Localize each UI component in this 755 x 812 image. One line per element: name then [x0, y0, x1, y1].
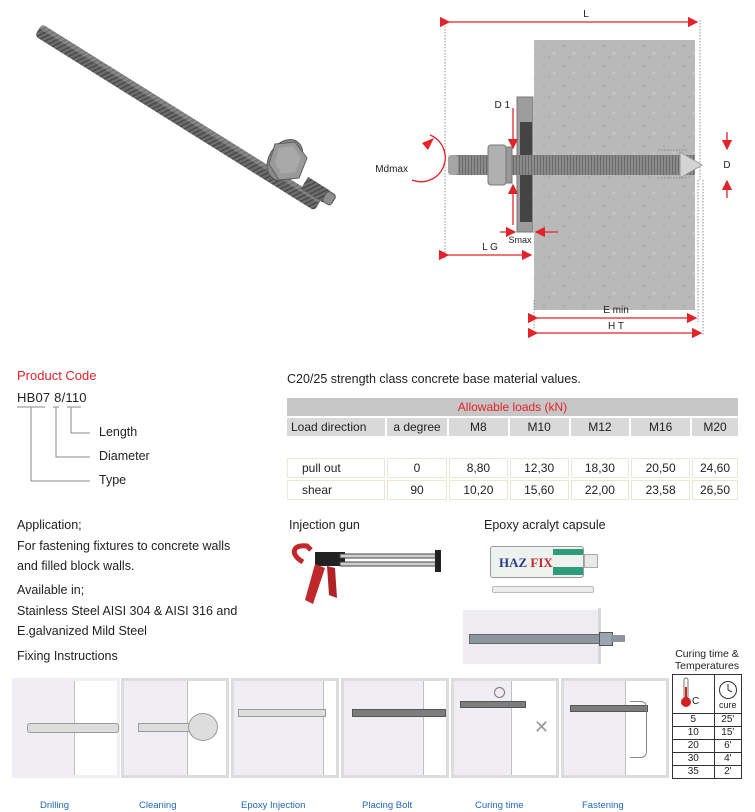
code-diameter-label: Diameter — [99, 449, 150, 463]
injection-gun-image — [285, 540, 445, 620]
code-separator: / — [61, 390, 66, 405]
dim-L-label: L — [583, 9, 589, 20]
available-line-2: E.galvanized Mild Steel — [17, 624, 147, 638]
col-header: M20 — [692, 418, 738, 436]
step-label: Epoxy Injection — [241, 800, 306, 811]
col-header: M10 — [510, 418, 569, 436]
allowable-loads-table — [285, 396, 740, 502]
step-curing-time-image: ✕ — [451, 678, 559, 778]
col-header: M16 — [631, 418, 690, 436]
table-row — [673, 740, 742, 753]
epoxy-capsule-image — [490, 546, 584, 578]
table-row — [673, 727, 742, 740]
code-type: HB07 — [17, 390, 51, 405]
table-cell: 26,50 — [692, 480, 738, 500]
step-drilling-image — [12, 678, 120, 778]
curing-title — [668, 648, 746, 672]
table-cell: 4' — [714, 753, 741, 766]
temp-unit: C — [692, 696, 700, 707]
fixing-instructions-title: Fixing Instructions — [17, 649, 118, 663]
table-row — [287, 458, 738, 478]
table-cell: 20 — [673, 740, 715, 753]
table-cell: 0 — [387, 458, 447, 478]
step-label: Placing Bolt — [362, 800, 413, 811]
dim-D-label: D — [723, 160, 731, 171]
table-cell: 90 — [387, 480, 447, 500]
table-cell: 30 — [673, 753, 715, 766]
curing-title-line-2: Temperatures — [674, 660, 740, 672]
table-cell: 24,60 — [692, 458, 738, 478]
code-diameter: 8 — [54, 390, 62, 405]
cure-header — [714, 675, 741, 714]
table-caption: Allowable loads (kN) — [287, 398, 738, 416]
application-title: Application; — [17, 518, 82, 532]
product-code-title: Product Code — [17, 368, 97, 383]
curing-title-line-1: Curing time & — [675, 648, 739, 660]
step-placing-bolt-image — [341, 678, 449, 778]
capsule-brand-fix: FIX — [530, 555, 553, 570]
table-cell: 15,60 — [510, 480, 569, 500]
table-cell: 5 — [673, 714, 715, 727]
product-code — [17, 390, 87, 405]
table-cell: pull out — [287, 458, 385, 478]
table-row — [673, 766, 742, 779]
code-length: 110 — [65, 390, 87, 405]
table-cell: 15' — [714, 727, 741, 740]
code-length-label: Length — [99, 425, 138, 439]
table-row — [673, 714, 742, 727]
step-fastening-image — [561, 678, 669, 778]
concrete-class-note: C20/25 strength class concrete base material values. — [287, 372, 581, 386]
available-title: Available in; — [17, 583, 85, 597]
dim-HT-label: H T — [608, 321, 624, 332]
mixer-nozzle-image — [492, 586, 594, 593]
dim-LG-label: L G — [482, 242, 498, 253]
col-header: M12 — [571, 418, 630, 436]
product-code-leader-lines — [15, 405, 105, 485]
injection-gun-title: Injection gun — [289, 518, 360, 532]
step-label: Drilling — [40, 800, 70, 811]
epoxy-capsule-title: Epoxy acralyt capsule — [484, 518, 606, 532]
step-label: Curing time — [475, 800, 524, 811]
capsule-nozzle — [584, 554, 598, 568]
step-label: Fastening — [582, 800, 624, 811]
anchor-bolt-photo — [30, 10, 360, 230]
torque-Mdmax-label: Mdmax — [375, 164, 408, 175]
table-cell: 10,20 — [449, 480, 508, 500]
temperature-header — [673, 675, 715, 714]
table-cell: 12,30 — [510, 458, 569, 478]
step-epoxy-injection-image — [231, 678, 339, 778]
table-cell: 25' — [714, 714, 741, 727]
table-cell: 20,50 — [631, 458, 690, 478]
table-row — [673, 753, 742, 766]
curing-table — [672, 674, 742, 779]
step-cleaning-image — [121, 678, 229, 778]
table-cell: 35 — [673, 766, 715, 779]
table-cell: 22,00 — [571, 480, 630, 500]
code-type-label: Type — [99, 473, 127, 487]
table-cell: 18,30 — [571, 458, 630, 478]
table-cell: 6' — [714, 740, 741, 753]
col-header: Load direction — [287, 418, 385, 436]
installed-anchor-image — [463, 610, 598, 664]
dim-Emin-label: E min — [603, 305, 629, 316]
dim-D1-label: D 1 — [494, 100, 510, 111]
application-line-2: and filled block walls. — [17, 559, 135, 573]
table-cell: shear — [287, 480, 385, 500]
table-row — [287, 480, 738, 500]
application-line-1: For fastening fixtures to concrete walls — [17, 539, 231, 553]
cure-label: cure — [719, 700, 737, 710]
table-cell: 23,58 — [631, 480, 690, 500]
installation-diagram — [360, 0, 755, 345]
clock-icon — [717, 680, 739, 700]
col-header: a degree — [387, 418, 447, 436]
hex-nut — [488, 145, 506, 185]
capsule-brand-haz: HAZ — [499, 555, 528, 570]
table-cell: 8,80 — [449, 458, 508, 478]
available-line-1: Stainless Steel AISI 304 & AISI 316 and — [17, 604, 238, 618]
col-header: M8 — [449, 418, 508, 436]
step-label: Cleaning — [139, 800, 177, 811]
table-cell: 2' — [714, 766, 741, 779]
dim-Smax-label: Smax — [508, 235, 532, 245]
table-cell: 10 — [673, 727, 715, 740]
